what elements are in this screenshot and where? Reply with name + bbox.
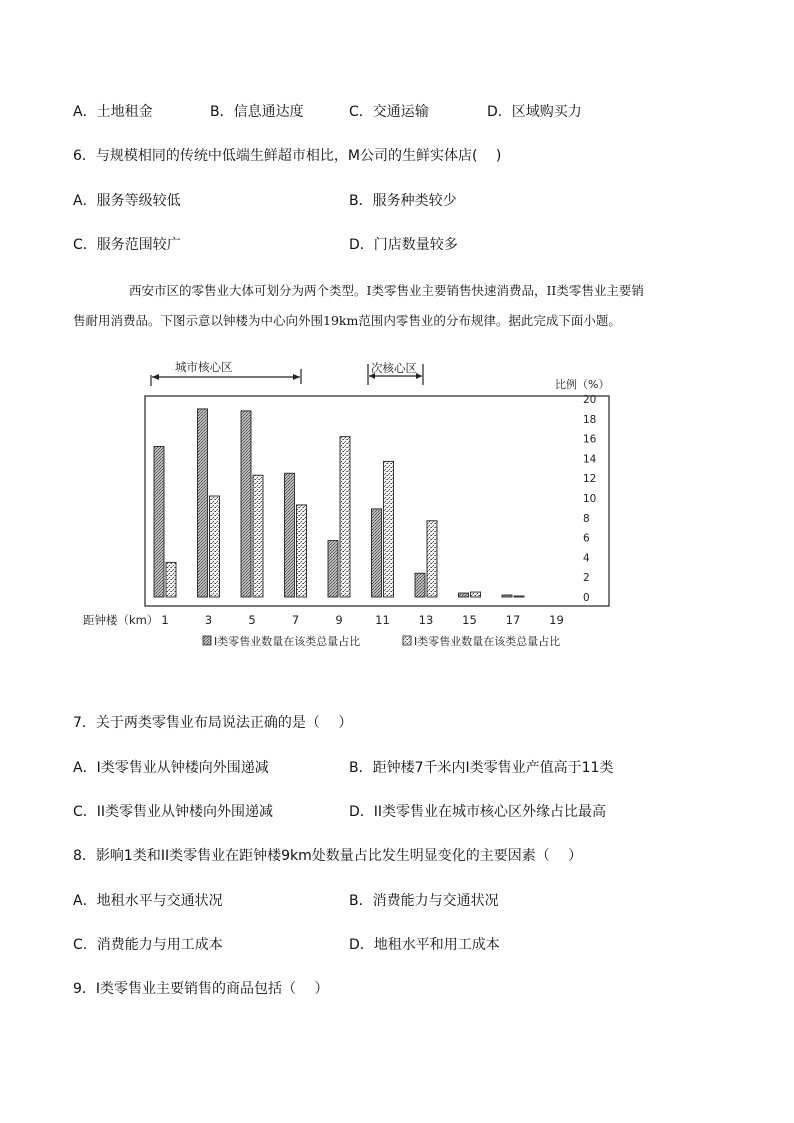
- q7-option-c: C．II类零售业从钟楼向外围递减: [73, 804, 274, 820]
- bar-series-1-km-1: [154, 447, 164, 597]
- y-tick-label: 20: [583, 394, 597, 406]
- bar-series-2-km-1: [166, 562, 176, 597]
- bars-group: [154, 409, 524, 597]
- bar-series-2-km-11: [384, 461, 394, 597]
- x-ticks-group: [161, 613, 563, 627]
- x-tick-label: 11: [375, 613, 390, 627]
- q8-stem: 8．影响1类和II类零售业在距钟楼9km处数量占比发生明显变化的主要因素（ ）: [73, 848, 583, 864]
- bar-series-1-km-5: [241, 411, 251, 597]
- q6-option-c: C．服务范围较广: [73, 237, 181, 253]
- q9-stem: 9．I类零售业主要销售的商品包括（ ）: [73, 981, 329, 997]
- bar-series-1-km-9: [328, 541, 338, 597]
- passage-line-2: 售耐用消费品。下图示意以钟楼为中心向外围19km范围内零售业的分布规律。据此完成下面小题。: [73, 313, 621, 328]
- q8-option-a: A．地租水平与交通状况: [73, 893, 223, 909]
- bar-series-2-km-15: [471, 592, 481, 597]
- y-tick-label: 10: [583, 493, 597, 505]
- y-tick-label: 8: [583, 512, 590, 525]
- y-tick-label: 0: [583, 592, 590, 604]
- y-tick-label: 16: [583, 433, 597, 446]
- legend-label-series-1: I类零售业数量在该类总量占比: [214, 635, 361, 648]
- y-tick-label: 4: [583, 552, 590, 565]
- y-tick-label: 14: [583, 453, 597, 466]
- q6-option-a: A．服务等级较低: [73, 193, 181, 209]
- retail-distribution-chart: [75, 355, 615, 660]
- x-tick-label: 15: [462, 613, 477, 627]
- q5-option-b: B．信息通达度: [210, 104, 304, 120]
- zone-core-label: 城市核心区: [175, 360, 233, 374]
- bar-series-1-km-3: [198, 409, 208, 597]
- bar-series-2-km-3: [210, 496, 220, 597]
- bar-series-2-km-9: [340, 437, 350, 597]
- bar-series-1-km-17: [502, 595, 512, 597]
- bar-series-2-km-13: [427, 521, 437, 597]
- q8-option-d: D．地租水平和用工成本: [349, 937, 500, 953]
- q7-stem: 7．关于两类零售业布局说法正确的是（ ）: [73, 715, 353, 731]
- x-tick-label: 5: [248, 613, 256, 627]
- legend: [203, 634, 560, 648]
- q5-option-c: C．交通运输: [349, 104, 429, 120]
- y-tick-label: 2: [583, 572, 590, 585]
- q8-option-b: B．消费能力与交通状况: [349, 893, 499, 909]
- q5-option-a: A．土地租金: [73, 104, 153, 120]
- x-tick-label: 3: [204, 613, 213, 627]
- x-tick-label: 17: [505, 613, 521, 627]
- bar-series-2-km-7: [297, 505, 307, 597]
- q8-option-c: C．消费能力与用工成本: [73, 937, 223, 953]
- q6-stem: 6．与规模相同的传统中低端生鲜超市相比，M公司的生鲜实体店( ): [73, 148, 502, 164]
- x-axis-label: 距钟楼（km）: [83, 613, 159, 627]
- y-tick-label: 6: [583, 532, 590, 545]
- q5-option-d: D．区域购买力: [487, 104, 582, 120]
- q6-option-b: B．服务种类较少: [349, 193, 457, 209]
- x-tick-label: 1: [161, 613, 169, 627]
- legend-swatch-series-1: [203, 636, 211, 645]
- passage-line-1: 西安市区的零售业大体可划分为两个类型。I类零售业主要销售快速消费品，II类零售业主要销: [129, 283, 644, 298]
- q6-option-d: D．门店数量较多: [349, 237, 458, 253]
- y-tick-label: 12: [583, 473, 597, 486]
- q7-option-d: D．II类零售业在城市核心区外缘占比最高: [349, 804, 607, 820]
- q7-option-a: A．I类零售业从钟楼向外围递减: [73, 760, 269, 776]
- bar-series-1-km-11: [372, 509, 382, 597]
- bar-series-1-km-15: [459, 593, 469, 597]
- bar-series-1-km-7: [285, 473, 295, 597]
- bar-series-2-km-17: [514, 596, 524, 597]
- x-tick-label: 19: [549, 613, 564, 627]
- y-unit-label: 比例（%）: [555, 378, 610, 391]
- bar-series-2-km-5: [253, 475, 263, 597]
- zone-subcore-label: 次核心区: [371, 361, 417, 375]
- legend-label-series-2: I类零售业数量在该类总量占比: [414, 635, 561, 648]
- y-ticks-group: [583, 394, 597, 604]
- x-tick-label: 9: [335, 613, 343, 627]
- legend-swatch-series-2: [403, 636, 411, 645]
- bar-series-1-km-13: [415, 573, 425, 597]
- x-tick-label: 7: [291, 613, 300, 627]
- y-tick-label: 18: [583, 413, 597, 426]
- q7-option-b: B．距钟楼7千米内I类零售业产值高于11类: [349, 760, 614, 776]
- x-tick-label: 13: [418, 613, 434, 627]
